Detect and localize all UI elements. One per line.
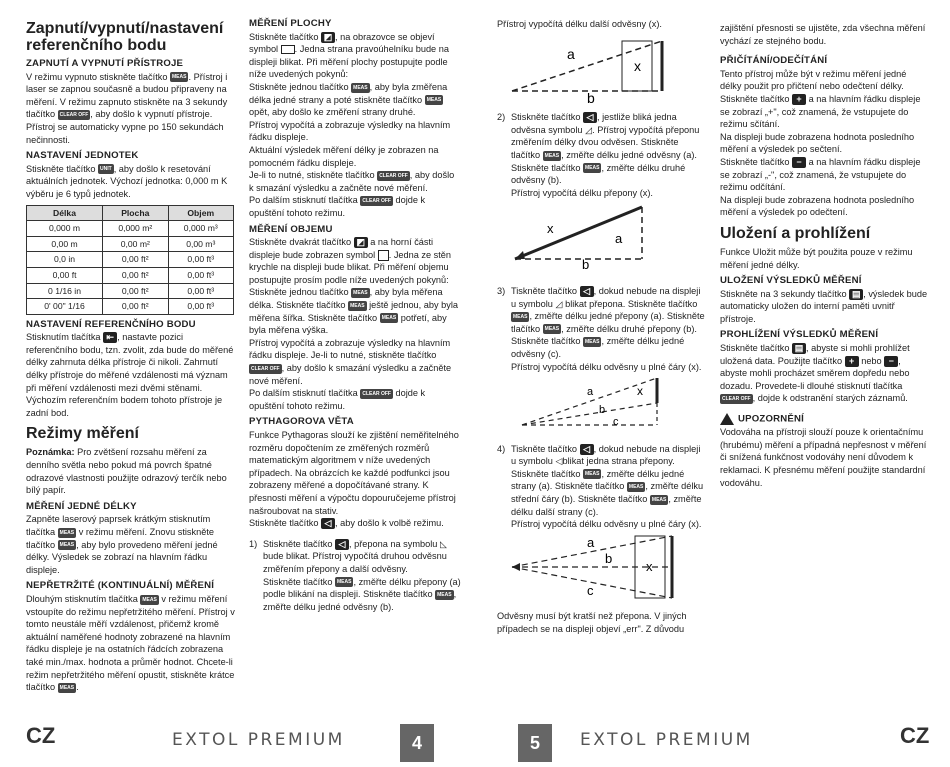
svg-text:a: a — [615, 231, 623, 247]
clear-button-icon: CLEAR OFF — [379, 172, 408, 179]
meas-button-icon: MEAS — [337, 579, 352, 586]
subheading-continuous: NEPŘETRŽITÉ (KONTINUÁLNÍ) MĚŘENÍ — [26, 580, 215, 592]
svg-text:a: a — [567, 45, 575, 62]
note-paragraph: Poznámka: Pro zvětšení rozsahu měření za denního světla nebo pokud má povrch špatné odrazové vlastnosti použijte odrazový terčík nebo bílý papír. — [26, 447, 227, 496]
subheading-single: MĚŘENÍ JEDNÉ DÉLKY — [26, 500, 137, 512]
subheading-pythagoras: PYTHAGOROVA VĚTA — [249, 416, 354, 428]
table-cell: 0,000 m² — [103, 221, 168, 237]
pythagoras-step-3: 3) Tiskněte tlačítko ◁ , dokud nebude na displeji u symbolu ◿ blikat přepona. Stiskněte tlačítko MEAS , změřte délku jedné přepony (a). Stiskněte tlačítko MEAS , změřte délku druhé přepony (b). Stiskněte tlačítko MEAS , změřte délku jedné odvěsny (c). Přístroj vypočítá délku odvěsny u plné čáry (x). — [497, 285, 705, 372]
unit-button-icon: UNIT — [100, 166, 112, 173]
pythagoras-button-icon: ◁ — [335, 539, 349, 550]
subheading-reference: NASTAVENÍ REFERENČNÍHO BODU — [26, 318, 196, 330]
heading-on-off: Zapnutí/vypnutí/nastavení referenčního bodu — [26, 20, 224, 54]
triangle-symbol-icon: ◿ — [585, 124, 593, 135]
units-table — [26, 205, 234, 315]
subheading-volume: MĚŘENÍ OBJEMU — [249, 223, 333, 235]
meas-button-icon: MEAS — [585, 338, 600, 345]
table-header: Délka — [27, 205, 103, 221]
meas-button-icon: MEAS — [437, 591, 452, 598]
plus-button-icon: + — [845, 356, 859, 367]
paragraph-add-subtract: Tento přístroj může být v režimu měření jedné délky použit pro přičtení nebo odečtení délky. Stiskněte tlačítko + a na hlavním řádku displeje se zobrazí „+", což znamená, že vstupujete do režimu sčítání. Na displeji bude zobrazena hodnota posledního měření a výsledek po sečtení. Stiskněte tlačítko − a na hlavním řádku displeje se zobrazí „-", což znamená, že vstupujete do režimu odčítání. Na displeji bude zobrazena hodnota posledního měření a výsledek po odečtení. — [720, 68, 921, 218]
pythagoras-step-2: 2) Stiskněte tlačítko ◁ , jestliže bliká jedna odvěsna symbolu ◿. Přístroj vypočítá přeponu změřením délky dvou odvěsen. Stiskněte tlačítko MEAS , změřte délku jedné odvěsny (a). Stiskněte tlačítko MEAS , změřte délku druhé odvěsny (b). Přístroj vypočítá délku přepony (x). — [497, 112, 700, 198]
paragraph-store: Stiskněte na 3 sekundy tlačítko ▤ , výsledek bude automaticky uložen do interní paměti uvnitř přístroje. — [720, 288, 928, 324]
meas-button-icon: MEAS — [353, 84, 368, 91]
meas-button-icon: MEAS — [426, 97, 442, 104]
table-cell: 0 1/16 in — [27, 283, 103, 299]
table-cell: 0,00 ft² — [103, 252, 168, 268]
paragraph-bottom: Odvěsny musí být kratší než přepona. V jiných případech se na displeji objeví „err". Z důvodu — [497, 611, 687, 635]
minus-button-icon: − — [884, 356, 898, 367]
paragraph-area: Stiskněte tlačítko ◩ , na obrazovce se objeví symbol . Jedna strana pravoúhelníku bude na displeji blikat. Při měření plochy postupujte podle níže uvedených pokynů: Stiskněte jednou tlačítko MEAS , aby byla změřena délka jedné strany a poté stiskněte tlačítko MEAS opět, aby došlo ke změření strany druhé. Přístroj vypočítá a zobrazuje výsledky na hlavním řádku displeje. Aktuální výsledek měření délky je zobrazen na pomocném řádku displeje. Je-li to nutné, stiskněte tlačítko CLEAR OFF , aby došlo k smazání výsledku a začněte nové měření. Po dalším stisknutí tlačítka CLEAR OFF dojde k opuštění tohoto režimu. — [249, 31, 455, 218]
table-header: Plocha — [103, 205, 168, 221]
meas-button-icon: MEAS — [59, 529, 75, 536]
brand-left: EXTOL PREMIUM — [172, 730, 345, 750]
diagram-1 — [507, 31, 707, 106]
table-header-row — [27, 205, 234, 221]
table-row — [27, 252, 234, 268]
subheading-units: NASTAVENÍ JEDNOTEK — [26, 150, 139, 162]
meas-button-icon: MEAS — [585, 471, 600, 478]
pythagoras-button-icon: ◁ — [580, 444, 594, 455]
diagram-4 — [507, 531, 707, 603]
svg-text:a: a — [587, 534, 595, 550]
brand-right: EXTOL PREMIUM — [580, 730, 753, 750]
svg-text:b: b — [587, 89, 595, 106]
meas-button-icon: MEAS — [513, 313, 528, 320]
meas-button-icon: MEAS — [142, 596, 157, 603]
meas-button-icon: MEAS — [544, 326, 560, 333]
meas-button-icon: MEAS — [353, 290, 368, 297]
table-cell: 0,00 ft² — [103, 267, 168, 283]
triangle-symbol-icon: ◺ — [439, 538, 448, 549]
svg-text:x: x — [547, 221, 554, 237]
area-button-icon: ◩ — [321, 32, 335, 43]
paragraph-view: Stiskněte tlačítko ▤ , abyste si mohli prohlížet uložená data. Použijte tlačítko + nebo − , abyste mohli procházet směrem dopředu nebo dozadu. Provedete-li dlouhé stisknutí tlačítka CLEAR OFF , dojde k odstranění starých záznamů. — [720, 343, 910, 404]
meas-button-icon: MEAS — [585, 165, 600, 172]
svg-text:x: x — [634, 57, 641, 74]
rectangle-icon — [281, 45, 295, 54]
paragraph-pythagoras: Funkce Pythagoras slouží ke zjištění neměřitelného rozměru dopočtením ze změřených rozměrů matematickým algoritmem v níže uvedených případech. Na obrázcích ke každé podfunkci jsou zobrazeny měřené a dopočítávané strany. K přesnosti měření a výpočtu dopouručejeme přístroj našroubovat na stativ. Stiskněte tlačítko ◁ , aby došlo k volbě režimu. — [249, 430, 459, 529]
svg-text:c: c — [587, 582, 594, 598]
subheading-view: PROHLÍŽENÍ VÝSLEDKŮ MĚŘENÍ — [720, 329, 879, 341]
pythagoras-button-icon: ◁ — [580, 286, 594, 297]
table-cell: 0,00 ft³ — [168, 299, 233, 315]
paragraph-reference: Stisknutím tlačítka ⇤ , nastavte pozici referenčního bodu, tzn. zvolit, zda bude do měřené délky zahrnuta délka přístroje či nikoli. Zahrnutí délky přístroje do měřené vzdálenosti má význam při měření vzdálenosti mezi dvěmi stěnami. Výchozím referenčním bodem tohoto přístroje je zadní bod. — [26, 332, 234, 418]
language-code-right: CZ — [900, 723, 930, 748]
memory-button-icon: ▤ — [792, 343, 806, 354]
paragraph-volume: Stiskněte dvakrát tlačítko ◩ a na horní části displeje bude zobrazen symbol . Jedna ze stěn krychle na displeji bude blikat. Při měření objemu postupujte prosím podle níže uvedených pokynů: Stiskněte jednou tlačítko MEAS , aby byla měřena délka. Stiskněte tlačítko MEAS ještě jednou, aby byla měřena šířka. Stiskněte tlačítko MEAS potřetí, aby byla měřena výška. Přístroj vypočítá a zobrazuje výsledky na hlavním řádku displeje. Je-li to nutné, stiskněte tlačítko CLEAR OFF , aby došlo k smazání výsledku a začněte nové měření. Po dalším stisknutí tlačítka CLEAR OFF dojde k opuštění tohoto režimu. — [249, 237, 458, 411]
clear-button-icon: CLEAR OFF — [362, 390, 391, 397]
page-number-left: 4 — [400, 724, 434, 762]
paragraph-single: Zapněte laserový paprsek krátkým stisknutím tlačítka MEAS v režimu měření. Znovu stiskněte tlačítko MEAS , aby bylo provedeno měření jedné délky. Výsledek se zobrazí na hlavním řádku displeje. — [26, 514, 218, 575]
reference-button-icon: ⇤ — [103, 332, 117, 343]
table-cell: 0,00 m³ — [168, 236, 233, 252]
page-number-right: 5 — [518, 724, 552, 762]
table-cell: 0,0 in — [27, 252, 103, 268]
cube-icon — [378, 250, 389, 261]
paragraph-warning: Vodováha na přístroji slouží pouze k orientačnímu (hrubému) měření a případná nepřesnost v měření či snížená funkčnost vodováhy není důvodem k reklamaci. K přesnému měření použijte standardní vodováhu. — [720, 427, 927, 488]
svg-text:b: b — [599, 404, 606, 417]
svg-text:c: c — [613, 416, 619, 429]
table-row — [27, 221, 234, 237]
subheading-add-subtract: PŘIČÍTÁNÍ/ODEČÍTÁNÍ — [720, 55, 828, 67]
column-3 — [497, 18, 707, 636]
svg-text:x: x — [646, 558, 653, 574]
table-cell: 0,00 ft³ — [168, 283, 233, 299]
table-cell: 0,00 m² — [103, 236, 168, 252]
svg-text:b: b — [582, 257, 590, 273]
pythagoras-step-4: 4) Tiskněte tlačítko ◁ , dokud nebude na displeji u symbolu ◁blikat jedna strana přepony. Stiskněte tlačítko MEAS , změřte délku jedné strany (a). Stiskněte tlačítko MEAS , změřte délku střední čáry (b). Stiskněte tlačítko MEAS , změřte délku další strany (c). Přístroj vypočítá délku odvěsny u plné čáry (x). — [497, 443, 704, 530]
paragraph-power: V režimu vypnuto stiskněte tlačítko MEAS . Přístroj i laser se zapnou současně a budou připraveny na měření. V režimu zapnuto stiskněte na 3 sekundy tlačítko CLEAR OFF , aby došlo k vypnutí přístroje. Přístroj se automaticky vypne po 150 sekundách nečinnosti. — [26, 71, 228, 145]
table-cell: 0,00 ft² — [103, 299, 168, 315]
diagram-2 — [507, 199, 707, 271]
paragraph-continuous: Dlouhým stisknutím tlačítka MEAS v režimu měření vstoupíte do režimu nepřetržitého měření. Přístroj v tomto neustále měří vzdálenost, přičemž kromě aktuální naměřené hodnoty zobrazené na hlavním řádku displeje je na ostatních řádcích zobrazena také min./max. hodnota a průměr hodnot. Chcete-li režim nepřetržitého měření opustit, stiskněte krátce tlačítko MEAS . — [26, 593, 235, 693]
paragraph-units: Stiskněte tlačítko UNIT , aby došlo k resetování aktuálních jednotek. Výchozí jednotka: 0,000 m K výběru je 6 typů jednotek. — [26, 163, 228, 199]
table-row — [27, 267, 234, 283]
plus-button-icon: + — [792, 94, 806, 105]
meas-button-icon: MEAS — [628, 484, 644, 491]
paragraph-save: Funkce Uložit může být použita pouze v režimu měření jedné délky. — [720, 246, 913, 270]
heading-modes: Režimy měření — [26, 425, 139, 443]
table-cell: 0,000 m — [27, 221, 103, 237]
diagram-3 — [517, 373, 717, 431]
triangle-symbol-icon: ◁ — [555, 456, 563, 467]
meas-button-icon: MEAS — [381, 315, 397, 322]
subheading-warning: UPOZORNĚNÍ — [720, 413, 930, 426]
column-4 — [720, 22, 930, 489]
meas-button-icon: MEAS — [172, 74, 187, 81]
warning-icon — [720, 413, 734, 425]
meas-button-icon: MEAS — [59, 684, 75, 691]
subheading-area: MĚŘENÍ PLOCHY — [249, 18, 332, 29]
paragraph-continuation: zajištění přesnosti se ujistěte, zda všechna měření vychází ze stejného bodu. — [720, 23, 926, 46]
clear-button-icon: CLEAR OFF — [59, 111, 89, 118]
table-cell: 0,00 ft³ — [168, 267, 233, 283]
meas-button-icon: MEAS — [651, 496, 667, 503]
svg-text:b: b — [605, 550, 613, 566]
column-2 — [249, 14, 461, 613]
meas-button-icon: MEAS — [59, 542, 75, 549]
meas-button-icon: MEAS — [544, 152, 560, 159]
memory-button-icon: ▤ — [849, 289, 863, 300]
svg-text:x: x — [637, 384, 643, 399]
subheading-power: ZAPNUTÍ A VYPNUTÍ PŘÍSTROJE — [26, 58, 184, 69]
table-cell: 0,000 m³ — [168, 221, 233, 237]
triangle-symbol-icon: ◿ — [555, 298, 563, 309]
pythagoras-button-icon: ◁ — [321, 518, 335, 529]
table-cell: 0,00 ft³ — [168, 252, 233, 268]
subheading-store: ULOŽENÍ VÝSLEDKŮ MĚŘENÍ — [720, 275, 862, 287]
meas-button-icon: MEAS — [350, 302, 365, 309]
column-1 — [26, 14, 236, 694]
svg-text:a: a — [587, 386, 594, 399]
pythagoras-button-icon: ◁ — [583, 112, 597, 123]
table-cell: 0' 00" 1/16 — [27, 299, 103, 315]
table-cell: 0,00 ft — [27, 267, 103, 283]
language-code-left: CZ — [26, 723, 56, 748]
minus-button-icon: − — [792, 157, 806, 168]
table-header: Objem — [168, 205, 233, 221]
pythagoras-step-1: 1) Stiskněte tlačítko ◁ , přepona na symbolu ◺ bude blikat. Přístroj vypočítá druhou odvěsnu změřením přepony a další odvěsny. Stiskněte tlačítko MEAS , změřte délku přepony (a) podle blikání na displeji. Stiskněte tlačítko MEAS , změřte délku jedné odvěsny (b). — [249, 538, 461, 612]
clear-button-icon: CLEAR OFF — [251, 365, 280, 372]
clear-button-icon: CLEAR OFF — [362, 197, 391, 204]
clear-button-icon: CLEAR OFF — [722, 396, 751, 402]
table-row — [27, 236, 234, 252]
table-cell: 0,00 ft² — [103, 283, 168, 299]
heading-save-view: Uložení a prohlížení — [720, 224, 871, 242]
table-row — [27, 299, 234, 315]
area-button-icon: ◩ — [354, 237, 368, 248]
table-row — [27, 283, 234, 299]
table-cell: 0,00 m — [27, 236, 103, 252]
paragraph-top: Přístroj vypočítá délku další odvěsny (x). — [497, 19, 662, 29]
